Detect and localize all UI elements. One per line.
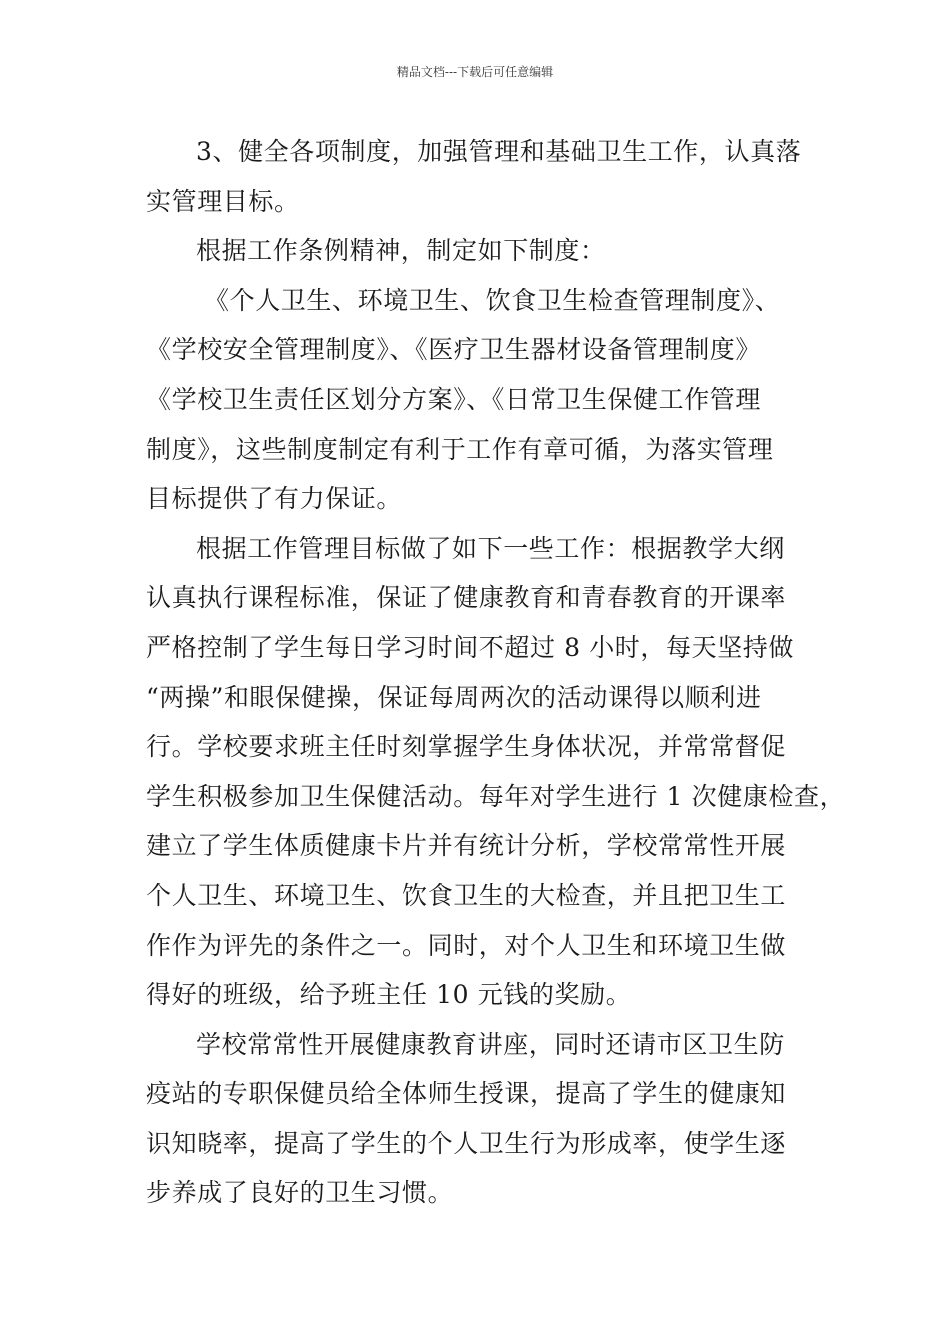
text-line: 建立了学生体质健康卡片并有统计分析，学校常常性开展: [146, 831, 787, 861]
text-line: 认真执行课程标准，保证了健康教育和青春教育的开课率: [146, 583, 787, 613]
text-line: 步养成了良好的卫生习惯。: [146, 1178, 454, 1208]
text-line: 作作为评先的条件之一。同时，对个人卫生和环境卫生做: [146, 930, 787, 960]
text-line: 学生积极参加卫生保健活动。每年对学生进行 1 次健康检查，: [146, 781, 846, 811]
text-line: 行。学校要求班主任时刻掌握学生身体状况，并常常督促: [146, 732, 787, 762]
page-header: 精品文档---下载后可任意编辑: [396, 65, 554, 79]
text-line: 个人卫生、环境卫生、饮食卫生的大检查，并且把卫生工: [146, 880, 787, 910]
text-line: 识知晓率，提高了学生的个人卫生行为形成率，使学生逐: [146, 1128, 787, 1158]
text-line: 学校常常性开展健康教育讲座，同时还请市区卫生防: [196, 1029, 785, 1059]
text-line: 3、健全各项制度，加强管理和基础卫生工作，认真落: [196, 137, 802, 166]
text-line: 根据工作管理目标做了如下一些工作：根据教学大纲: [196, 533, 785, 563]
text-line: 实管理目标。: [146, 186, 300, 216]
text-line: 目标提供了有力保证。: [146, 484, 403, 514]
text-line: 严格控制了学生每日学习时间不超过 8 小时，每天坚持做: [146, 632, 795, 662]
text-line: 《学校安全管理制度》、《医疗卫生器材设备管理制度》: [146, 335, 762, 365]
text-line: 《学校卫生责任区划分方案》、《日常卫生保健工作管理: [146, 384, 762, 414]
text-line: 疫站的专职保健员给全体师生授课，提高了学生的健康知: [146, 1079, 787, 1109]
document-body: [146, 127, 846, 1218]
text-line: 制度》，这些制度制定有利于工作有章可循，为落实管理: [146, 434, 774, 464]
text-line: 得好的班级，给予班主任 10 元钱的奖励。: [146, 980, 632, 1010]
text-line: 《个人卫生、环境卫生、饮食卫生检查管理制度》、: [204, 285, 781, 315]
text-line: 根据工作条例精神，制定如下制度：: [196, 236, 606, 266]
text-line: “两操”和眼保健操，保证每周两次的活动课得以顺利进: [146, 682, 762, 712]
